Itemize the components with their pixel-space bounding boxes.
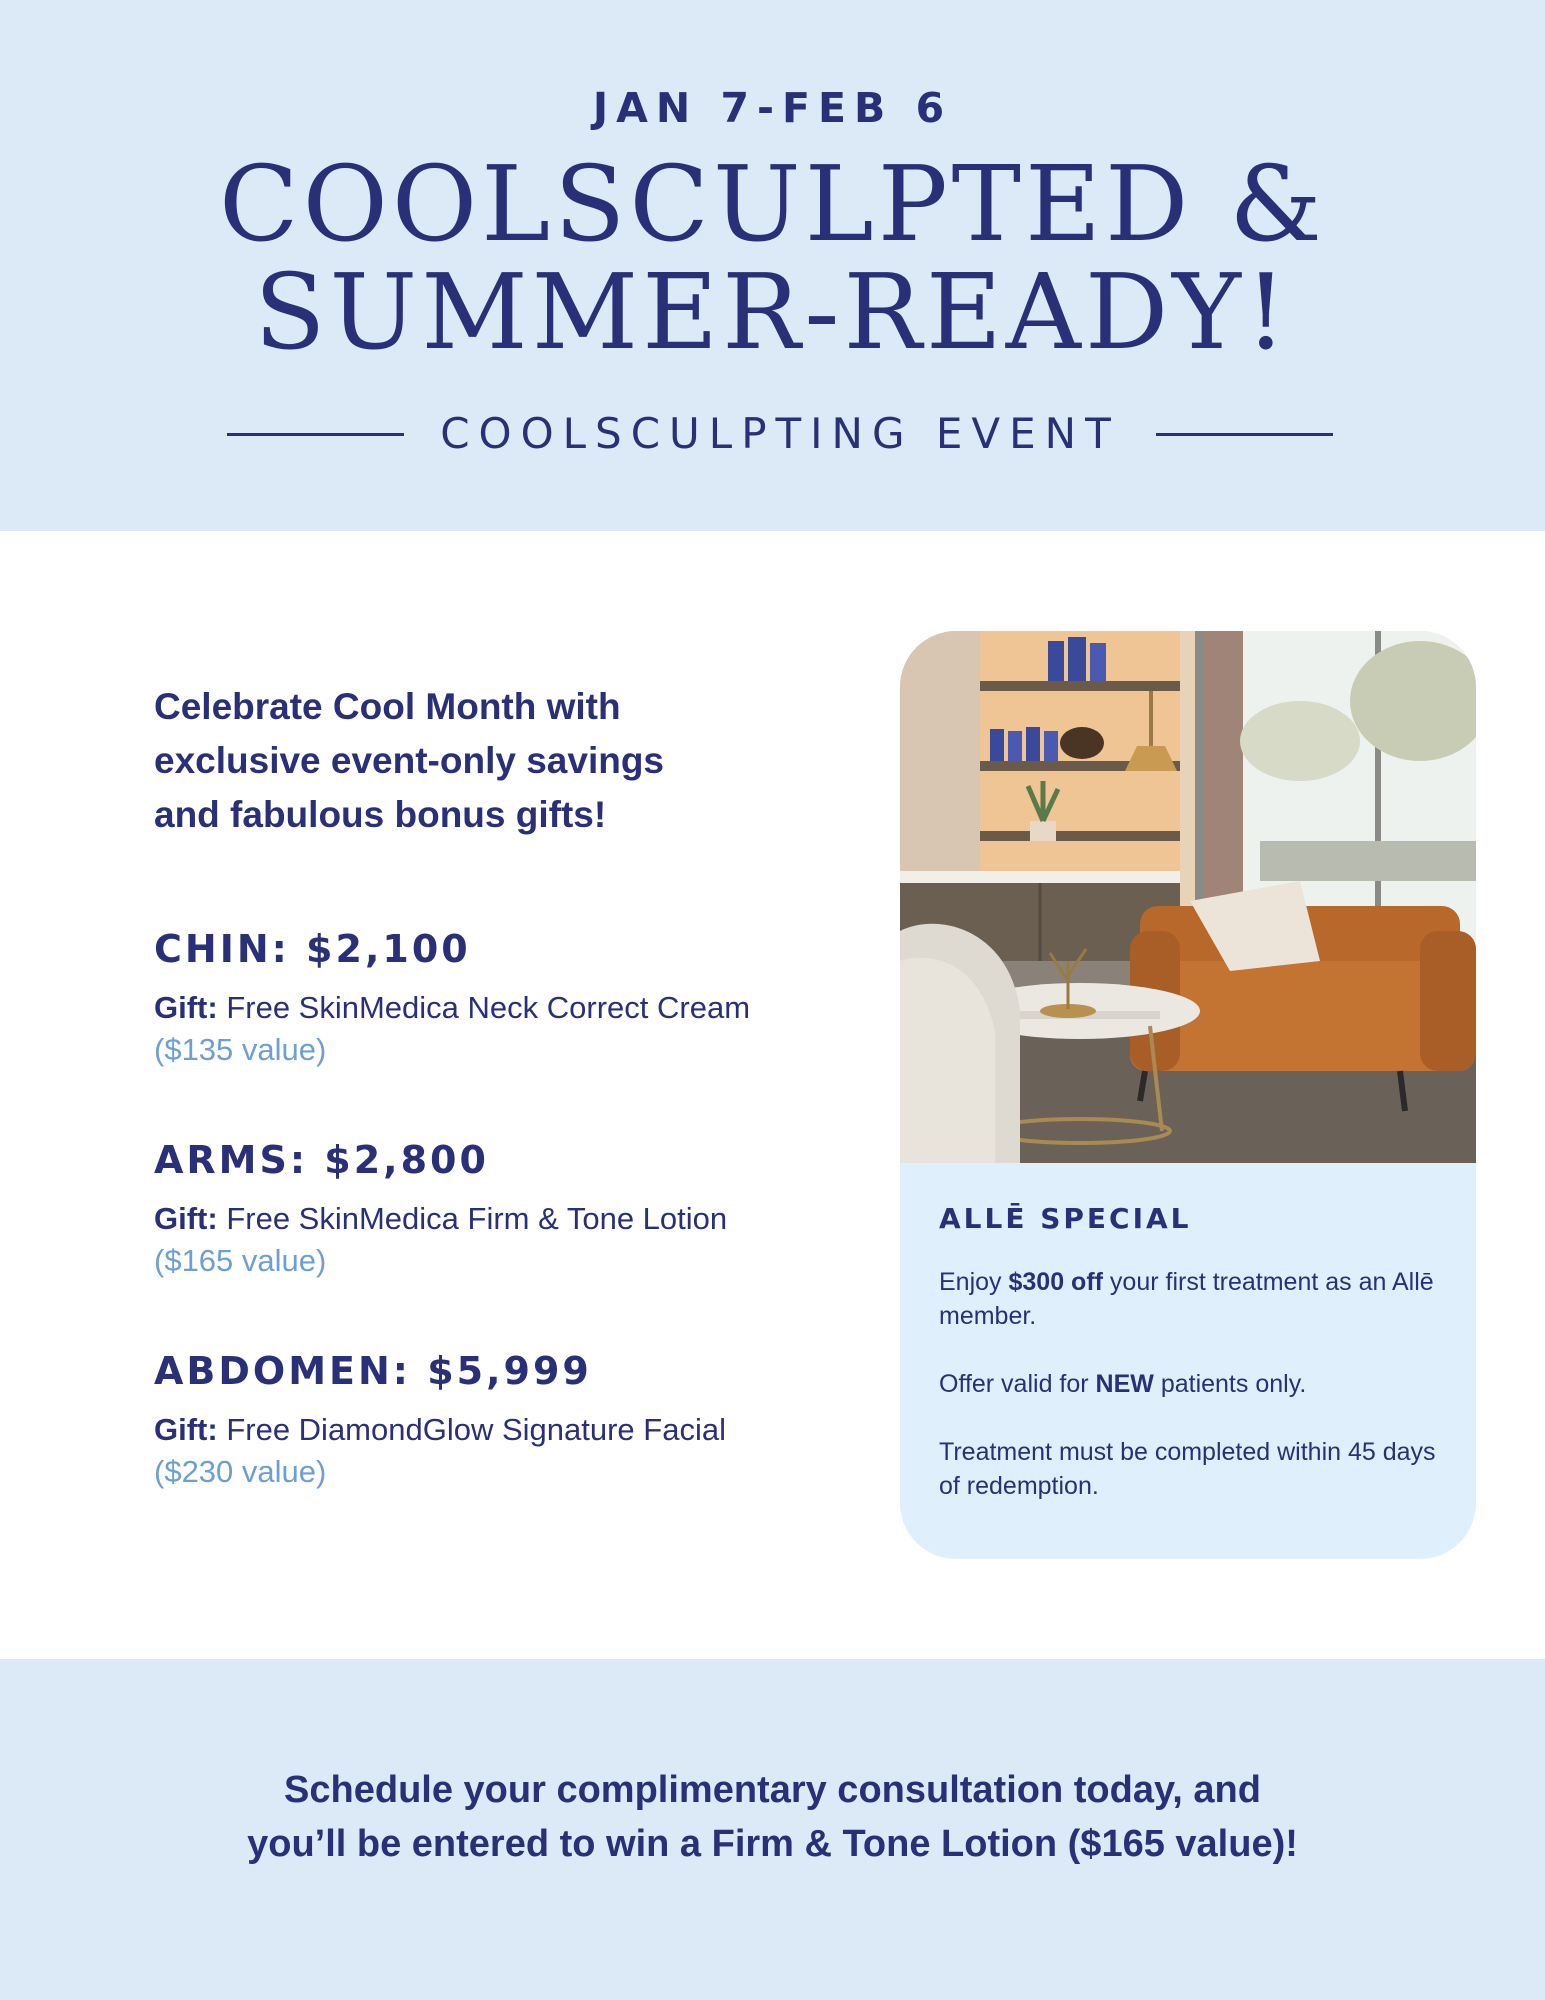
intro-line: and fabulous bonus gifts!	[154, 794, 607, 835]
text-span: Offer valid for	[939, 1370, 1096, 1398]
callout-line: you’ll be entered to win a Firm & Tone Lotion ($165 value)!	[247, 1823, 1298, 1865]
gift-value: ($230 value)	[154, 1454, 327, 1489]
alle-special-body	[939, 1199, 1449, 1503]
gift-value: ($165 value)	[154, 1243, 327, 1278]
area-price-title: ARMS: $2,800	[154, 1138, 489, 1182]
event-dates: JAN 7-FEB 6	[592, 84, 953, 132]
area-chin	[154, 925, 814, 1071]
title-line-2: SUMMER-READY!	[254, 251, 1291, 373]
gift-text: Free SkinMedica Neck Correct Cream	[217, 990, 751, 1025]
gift-label: Gift:	[154, 990, 218, 1025]
consultation-callout	[0, 1763, 1545, 1871]
gift-text: Free SkinMedica Firm & Tone Lotion	[217, 1201, 728, 1236]
discount-amount: $300 off	[1008, 1268, 1103, 1296]
new-label: NEW	[1095, 1370, 1154, 1398]
lounge-photo	[900, 631, 1476, 1163]
divider-right	[1156, 433, 1333, 436]
alle-offer-text	[939, 1265, 1449, 1333]
area-arms	[154, 1136, 814, 1282]
treatment-window-note: Treatment must be completed within 45 days of redemption.	[939, 1438, 1436, 1500]
gift-label: Gift:	[154, 1201, 218, 1236]
area-price-title: ABDOMEN: $5,999	[154, 1349, 592, 1393]
gift-line	[154, 987, 814, 1029]
header-band	[0, 0, 1545, 531]
callout-line: Schedule your complimentary consultation today, and	[284, 1769, 1261, 1811]
gift-value: ($135 value)	[154, 1032, 327, 1067]
gift-line	[154, 1198, 814, 1240]
gift-text: Free DiamondGlow Signature Facial	[217, 1412, 726, 1447]
title-line-1: COOLSCULPTED &	[219, 143, 1326, 265]
text-span: Enjoy	[939, 1268, 1009, 1296]
area-price-title: CHIN: $2,100	[154, 927, 471, 971]
text-span: patients only.	[1153, 1370, 1307, 1398]
subtitle-row	[0, 404, 1545, 464]
divider-left	[227, 433, 404, 436]
intro-line: exclusive event-only savings	[154, 740, 665, 781]
area-abdomen	[154, 1347, 814, 1493]
alle-special-card	[900, 631, 1476, 1559]
intro-text	[154, 680, 754, 842]
event-subtitle: COOLSCULPTING EVENT	[440, 409, 1120, 458]
text-span: your first treatment as an Allē member.	[939, 1268, 1434, 1330]
intro-line: Celebrate Cool Month with	[154, 686, 621, 727]
new-patient-note	[939, 1367, 1449, 1401]
footer-band	[0, 1659, 1545, 2000]
gift-label: Gift:	[154, 1412, 218, 1447]
alle-special-title: ALLĒ SPECIAL	[939, 1202, 1192, 1235]
gift-line	[154, 1409, 814, 1451]
